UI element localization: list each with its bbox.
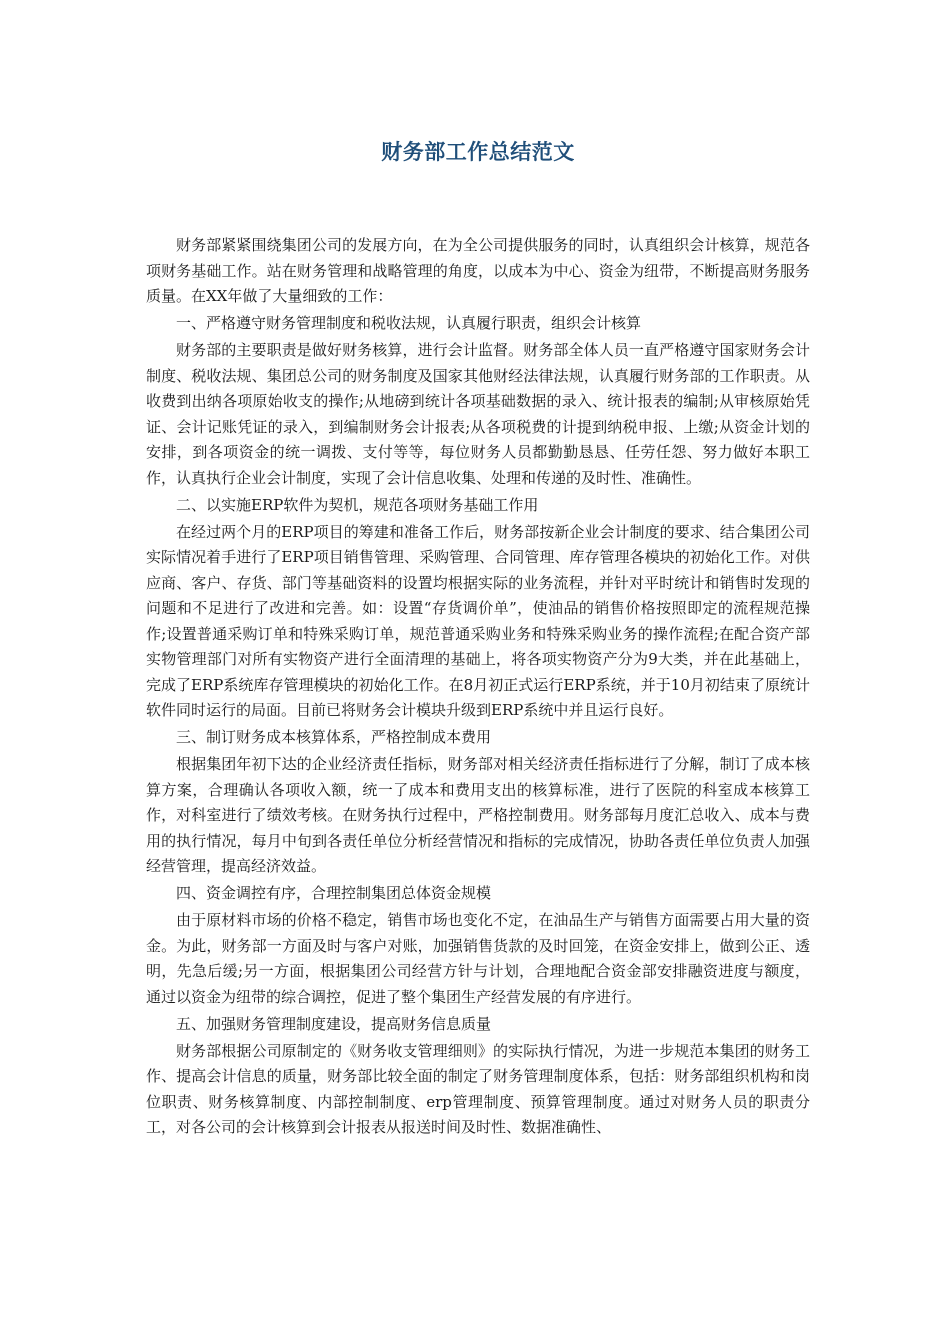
document-title: 财务部工作总结范文 xyxy=(381,140,575,164)
section-paragraph-4: 由于原材料市场的价格不稳定，销售市场也变化不定，在油品生产与销售方面需要占用大量的资金。为此，财务部一方面及时与客户对账，加强销售货款的及时回笼，在资金安排上，做到公正、透明，先急后缓;另一方面，根据集团公司经营方针与计划，合理地配合资金部安排融资进度与额度，通过以资金为纽带的综合调控，促进了整个集团生产经营发展的有序进行。 xyxy=(146,911,810,1006)
section-heading-1: 一、严格遵守财务管理制度和税收法规，认真履行职责，组织会计核算 xyxy=(176,314,642,332)
section-heading-2: 二、以实施ERP软件为契机，规范各项财务基础工作用 xyxy=(176,495,539,514)
intro-paragraph: 财务部紧紧围绕集团公司的发展方向，在为全公司提供服务的同时，认真组织会计核算，规范各项财务基础工作。站在财务管理和战略管理的角度，以成本为中心、资金为纽带，不断提高财务服务质量。在XX年做了大量细致的工作： xyxy=(146,236,810,305)
section-heading-5: 五、加强财务管理制度建设，提高财务信息质量 xyxy=(176,1014,492,1033)
section-paragraph-2: 在经过两个月的ERP项目的筹建和准备工作后，财务部按新企业会计制度的要求、结合集团公司实际情况着手进行了ERP项目销售管理、采购管理、合同管理、库存管理各模块的初始化工作。对供应商、客户、存货、部门等基础资料的设置均根据实际的业务流程，并针对平时统计和销售时发现的问题和不足进行了改进和完善。如：设置“存货调价单”，使油品的销售价格按照即定的流程规范操作;设置普通采购订单和特殊采购订单，规范普通采购业务和特殊采购业务的操作流程;在配合资产部实物管理部门对所有实物资产进行全面清理的基础上，将各项实物资产分为9大类，并在此基础上，完成了ERP系统库存管理模块的初始化工作。在8月初正式运行ERP系统，并于10月初结束了原统计软件同时运行的局面。目前已将财务会计模块升级到ERP系统中并且运行良好。 xyxy=(146,522,810,719)
section-heading-4: 四、资金调控有序，合理控制集团总体资金规模 xyxy=(176,884,492,902)
section-paragraph-3: 根据集团年初下达的企业经济责任指标，财务部对相关经济责任指标进行了分解，制订了成本核算方案，合理确认各项收入额，统一了成本和费用支出的核算标准，进行了医院的科室成本核算工作，对科室进行了绩效考核。在财务执行过程中，严格控制费用。财务部每月度汇总收入、成本与费用的执行情况，每月中旬到各责任单位分析经营情况和指标的完成情况，协助各责任单位负责人加强经营管理，提高经济效益。 xyxy=(146,755,810,875)
document-body xyxy=(146,233,810,1141)
section-paragraph-1: 财务部的主要职责是做好财务核算，进行会计监督。财务部全体人员一直严格遵守国家财务会计制度、税收法规、集团总公司的财务制度及国家其他财经法律法规，认真履行财务部的工作职责。从收费到出纳各项原始收支的操作;从地磅到统计各项基础数据的录入、统计报表的编制;从审核原始凭证、会计记账凭证的录入，到编制财务会计报表;从各项税费的计提到纳税申报、上缴;从资金计划的安排，到各项资金的统一调拨、支付等等，每位财务人员都勤勤恳恳、任劳任怨、努力做好本职工作，认真执行企业会计制度，实现了会计信息收集、处理和传递的及时性、准确性。 xyxy=(146,341,810,487)
section-heading-3: 三、制订财务成本核算体系，严格控制成本费用 xyxy=(176,728,492,746)
section-paragraph-5: 财务部根据公司原制定的《财务收支管理细则》的实际执行情况，为进一步规范本集团的财务工作、提高会计信息的质量，财务部比较全面的制定了财务管理制度体系，包括：财务部组织机构和岗位职责、财务核算制度、内部控制制度、erp管理制度、预算管理制度。通过对财务人员的职责分工，对各公司的会计核算到会计报表从报送时间及时性、数据准确性、 xyxy=(146,1041,810,1136)
